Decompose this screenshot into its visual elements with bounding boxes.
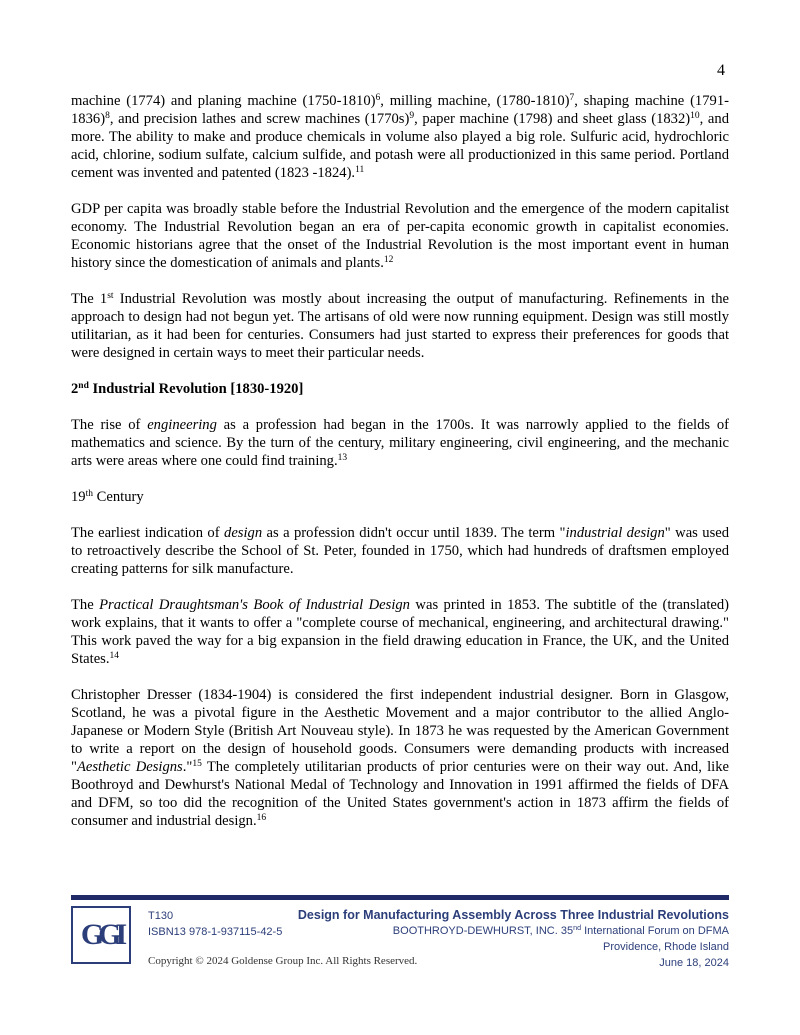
text: The xyxy=(71,597,100,613)
text: Industrial Revolution [1830-1920] xyxy=(88,381,304,397)
text: as a profession didn't occur until 1839. The term " xyxy=(262,525,566,541)
text: , and precision lathes and screw machines (1770s) xyxy=(109,111,410,127)
paragraph-machines xyxy=(71,92,729,182)
footnote-ref: 8 xyxy=(105,110,110,121)
footnote-ref: 14 xyxy=(109,650,119,661)
document-title: Design for Manufacturing Assembly Across Three Industrial Revolutions xyxy=(297,908,729,922)
company-logo xyxy=(71,906,131,964)
event-date: June 18, 2024 xyxy=(659,957,729,969)
text: 2 xyxy=(71,381,79,397)
paragraph-dresser xyxy=(71,686,729,830)
paragraph-first-revolution xyxy=(71,290,729,362)
footnote-ref: 12 xyxy=(383,254,394,265)
page-number: 4 xyxy=(717,62,725,79)
text: GDP per capita was broadly stable before the Industrial Revolution and the emergence of the modern capitalist economy. The Industrial Revolution began an era of per-capita economic growth in capitalist economies. Economic historians agree that the onset of the Industrial Revolution is the most important event in human history since the domestication of animals and plants. xyxy=(71,201,729,271)
footnote-ref: 6 xyxy=(375,92,381,103)
copyright-notice: Copyright © 2024 Goldense Group Inc. All Rights Reserved. xyxy=(148,955,418,967)
isbn: ISBN13 978-1-937115-42-5 xyxy=(148,926,283,938)
text: Christopher Dresser (1834-1904) is considered the first independent industrial designer. Born in Glasgow, Scotland, he was a pivotal figure in the Aesthetic Movement and a major contributor to the allied Anglo-Japanese or Modern Style (British Art Nouveau style). In 1873 he was requested by the American Government to write a report on the design of household goods. Consumers were demanding products with increased " xyxy=(71,687,729,775)
ordinal-suffix: nd xyxy=(573,924,582,933)
text: The completely utilitarian products of prior centuries were on their way out. And, like Boothroyd and Dewhurst's National Medal of Technology and Innovation in 1991 affirmed the fields of DFA and DFM, so too did the recognition of the United States government's action in 1873 affirm the fields of consumer and industrial design. xyxy=(71,759,729,829)
ordinal-suffix: st xyxy=(107,290,114,301)
emphasis: design xyxy=(224,525,263,541)
footnote-ref: 10 xyxy=(690,110,700,121)
text: " was used to retroactively describe the School of St. Peter, founded in 1750, which had hundreds of draftsmen employed creating patterns for silk manufacture. xyxy=(71,525,730,577)
ordinal-suffix: th xyxy=(85,488,93,499)
text: 19 xyxy=(71,489,86,505)
footnote-ref: 11 xyxy=(355,164,365,175)
emphasis: Aesthetic Designs xyxy=(76,759,183,775)
text: The earliest indication of xyxy=(71,525,225,541)
footnote-ref: 13 xyxy=(337,452,348,463)
text: machine (1774) and planing machine (1750-1810) xyxy=(71,93,376,109)
footnote-ref: 15 xyxy=(192,758,202,769)
publication-code: T130 xyxy=(148,910,174,922)
footnote-ref: 7 xyxy=(569,92,575,103)
text: Industrial Revolution was mostly about increasing the output of manufacturing. Refinements in the approach to design had not begun yet. The artisans of old were now running equipment. Design was still mostly utilitarian, as it had been for centuries. Consumers had just started to express their preferences for goods that were designed in certain ways to meet their particular needs. xyxy=(71,291,730,361)
text: , paper machine (1798) and sheet glass (1832) xyxy=(414,111,691,127)
footer-event-info xyxy=(298,907,729,971)
text: International Forum on DFMA xyxy=(581,925,729,937)
forum-name xyxy=(298,923,729,939)
subheading-century xyxy=(71,488,729,506)
paragraph-gdp xyxy=(71,200,729,272)
text: ." xyxy=(182,759,193,775)
paragraph-engineering xyxy=(71,416,729,470)
text: The rise of xyxy=(71,417,148,433)
ordinal-suffix: nd xyxy=(78,380,89,391)
text: Century xyxy=(92,489,144,505)
emphasis: engineering xyxy=(147,417,217,433)
text: The 1 xyxy=(71,291,108,307)
paragraph-draughtsman-book xyxy=(71,596,729,668)
text: , milling machine, (1780-1810) xyxy=(380,93,570,109)
emphasis: industrial design xyxy=(565,525,665,541)
footnote-ref: 16 xyxy=(256,812,267,823)
text: , shaping machine (1791-1836) xyxy=(71,93,729,127)
logo-monogram: GGI xyxy=(80,918,122,951)
document-body xyxy=(71,92,729,848)
paragraph-design-profession xyxy=(71,524,729,578)
text: was printed in 1853. The subtitle of the (translated) work explains, that it wants to offer a "complete course of mechanical, engineering, and architectural drawing." This work paved the way for a big expansion in the field drawing education in France, the UK, and the United States. xyxy=(71,597,730,667)
footnote-ref: 9 xyxy=(409,110,415,121)
text: , and more. The ability to make and produce chemicals in volume also played a big role. Sulfuric acid, hydrochloric acid, chlorine, sodium sulfate, calcium sulfide, and potash were all productionized in this same period. Portland cement was invented and patented (1823 -1824). xyxy=(71,111,729,181)
text: BOOTHROYD-DEWHURST, INC. 35 xyxy=(392,925,574,937)
footer-divider xyxy=(71,895,729,900)
emphasis: Practical Draughtsman's Book of Industrial Design xyxy=(99,597,410,613)
event-location: Providence, Rhode Island xyxy=(603,941,729,953)
text: as a profession had began in the 1700s. It was narrowly applied to the fields of mathematics and science. By the turn of the century, military engineering, civil engineering, and the mechanic arts were areas where one could find training. xyxy=(71,417,729,469)
footer-publication-info xyxy=(148,908,282,940)
section-heading xyxy=(71,380,729,398)
